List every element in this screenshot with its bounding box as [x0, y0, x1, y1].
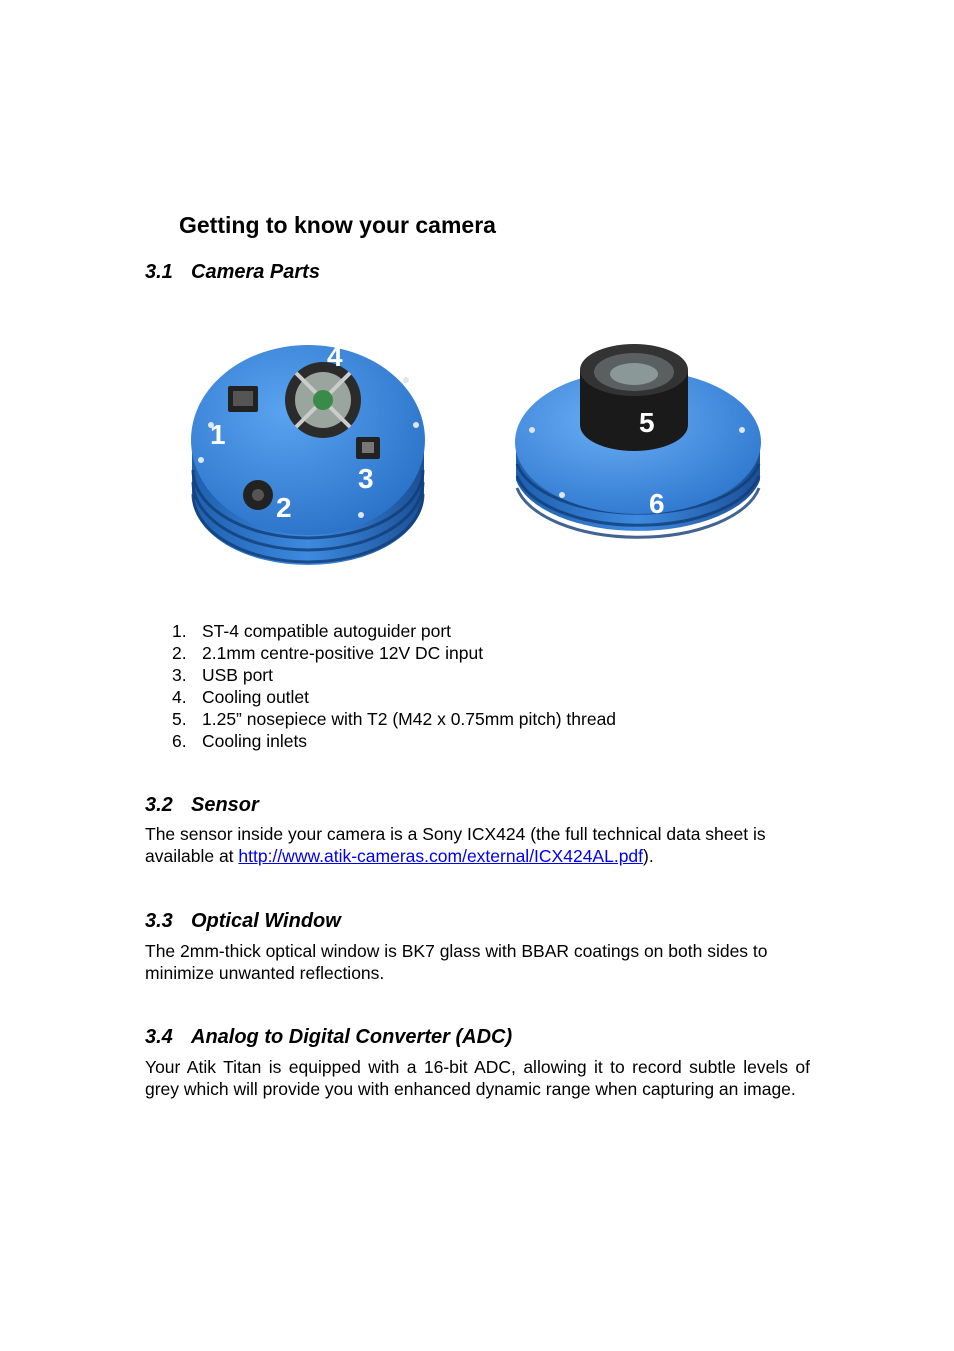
section-title: Sensor [191, 794, 259, 816]
list-text: USB port [202, 665, 273, 685]
list-number: 3. [172, 665, 187, 685]
sensor-text: The sensor inside your camera is a Sony ICX424 (the full technical data sheet is available at [145, 824, 766, 866]
datasheet-link[interactable]: http://www.atik-cameras.com/external/ICX424AL.pdf [238, 846, 644, 866]
list-item [172, 708, 616, 730]
list-item [172, 642, 616, 664]
callout-1: 1 [210, 419, 226, 450]
list-number: 4. [172, 687, 187, 707]
list-item [172, 730, 616, 752]
adc-paragraph: Your Atik Titan is equipped with a 16-bit ADC, allowing it to record subtle levels of grey which will provide you with enhanced dynamic range when capturing an image. [145, 1057, 810, 1099]
callout-2: 2 [276, 492, 292, 523]
section-title: Optical Window [191, 910, 341, 932]
list-item [172, 686, 616, 708]
section-heading-adc [145, 1026, 512, 1049]
section-heading-sensor [145, 794, 259, 817]
callout-5: 5 [639, 407, 655, 438]
page-title: Getting to know your camera [179, 212, 496, 238]
list-number: 6. [172, 731, 187, 751]
list-text: 2.1mm centre-positive 12V DC input [202, 643, 484, 663]
section-number: 3.3 [145, 910, 173, 932]
camera-front-photo [512, 330, 776, 545]
sensor-paragraph [145, 823, 810, 867]
section-heading-camera-parts [145, 261, 320, 284]
parts-list [172, 620, 616, 752]
callout-4: 4 [327, 341, 343, 372]
sensor-text-end: ). [643, 846, 654, 866]
list-number: 2. [172, 643, 187, 663]
list-text: Cooling inlets [202, 731, 308, 751]
list-text: Cooling outlet [202, 687, 310, 707]
section-number: 3.4 [145, 1026, 173, 1048]
list-text: ST-4 compatible autoguider port [202, 621, 452, 641]
list-number: 5. [172, 709, 187, 729]
callout-3: 3 [358, 463, 374, 494]
callout-6: 6 [649, 488, 665, 519]
section-title: Analog to Digital Converter (ADC) [191, 1026, 513, 1048]
section-heading-optical-window [145, 910, 341, 933]
list-number: 1. [172, 621, 187, 641]
camera-back-photo [176, 320, 444, 570]
list-item [172, 664, 616, 686]
section-title: Camera Parts [191, 261, 320, 283]
section-number: 3.2 [145, 794, 173, 816]
section-number: 3.1 [145, 261, 173, 283]
optical-window-paragraph: The 2mm-thick optical window is BK7 glass with BBAR coatings on both sides to minimize unwanted reflections. [145, 941, 768, 983]
list-text: 1.25” nosepiece with T2 (M42 x 0.75mm pitch) thread [202, 709, 617, 729]
list-item [172, 620, 616, 642]
